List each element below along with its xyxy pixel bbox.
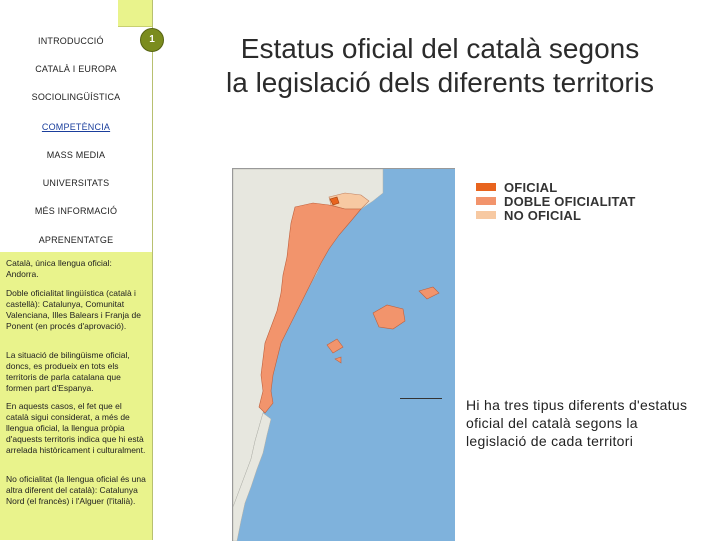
- page-title-line-2: la legislació dels diferents territoris: [226, 67, 654, 98]
- nav-item-aprenentatge[interactable]: APRENENTATGE: [38, 235, 114, 245]
- map-region-menorca: [419, 287, 439, 299]
- page-title-line-1: Estatus oficial del català segons: [240, 33, 640, 64]
- sidebar-note: No oficialitat (la llengua oficial és una altra diferent del català): Catalunya Nord (el francès) i l'Alguer (l'italià).: [6, 474, 146, 506]
- legend-swatch: [476, 197, 496, 205]
- legend-label: OFICIAL: [504, 180, 558, 195]
- nav-item-mass-media[interactable]: MASS MEDIA: [46, 150, 106, 160]
- body-text: Hi ha tres tipus diferents d'estatus oficial del català segons la legislació de cada territori: [466, 397, 688, 449]
- legend-swatch: [476, 211, 496, 219]
- legend-label: DOBLE OFICIALITAT: [504, 194, 636, 209]
- territories-map: [232, 168, 455, 541]
- legend-swatch: [476, 183, 496, 191]
- nav-item-universitats[interactable]: UNIVERSITATS: [42, 178, 110, 188]
- map-svg: [233, 169, 455, 541]
- sidebar-note: Català, única llengua oficial: Andorra.: [6, 258, 112, 279]
- nav-item-catala-europa[interactable]: CATALÀ I EUROPA: [35, 64, 117, 74]
- map-scale-line: [400, 398, 442, 399]
- nav-item-mes-informacio[interactable]: MÉS INFORMACIÓ: [34, 206, 118, 216]
- page-title: [190, 32, 690, 100]
- sidebar-note: En aquests casos, el fet que el català sigui considerat, a més de llengua oficial, la llengua pròpia d'aquests territoris indica que hi està arrelada històricament i culturalment.: [6, 401, 146, 455]
- sidebar-corner-tab: [118, 0, 152, 27]
- step-badge: 1: [140, 28, 164, 52]
- map-region-eivissa: [327, 339, 343, 353]
- map-region-formentera: [335, 357, 341, 363]
- sidebar-note: La situació de bilingüisme oficial, doncs, es produeix en tots els territoris de parla catalana que formen part d'Espanya.: [6, 350, 130, 393]
- sidebar-note: Doble oficialitat lingüística (català i castellà): Catalunya, Comunitat Valenciana, Illes Balears i Franja de Ponent (en procés d'aprovació).: [6, 288, 141, 331]
- nav-item-competencia[interactable]: COMPETÈNCIA: [41, 122, 111, 132]
- legend-label: NO OFICIAL: [504, 208, 582, 223]
- nav-item-introduccio[interactable]: INTRODUCCIÓ: [38, 36, 104, 46]
- nav-item-sociolinguistica[interactable]: SOCIOLINGÜÍSTICA: [31, 92, 121, 102]
- map-region-mallorca: [373, 305, 405, 329]
